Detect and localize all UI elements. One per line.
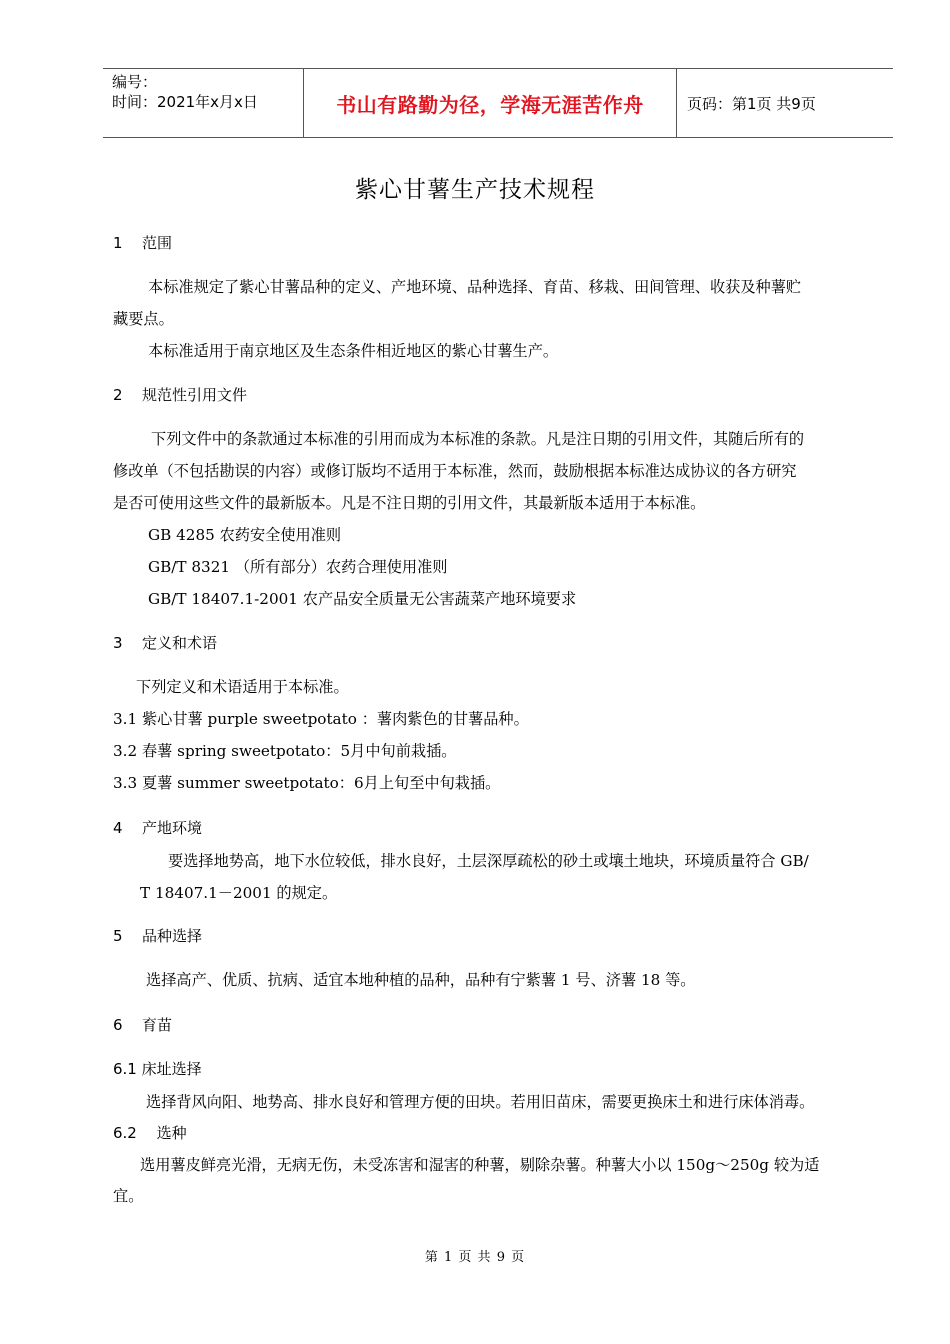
- section-number: 1: [113, 234, 123, 252]
- paragraph-line: T 18407.1－2001 的规定。: [140, 884, 338, 902]
- section-heading-5: [113, 926, 202, 946]
- document-time-label: 时间：2021年x月x日: [112, 93, 258, 111]
- reference-item: GB/T 18407.1-2001 农产品安全质量无公害蔬菜产地环境要求: [148, 590, 577, 608]
- section-title: 品种选择: [142, 927, 203, 945]
- section-number: 4: [113, 819, 123, 837]
- section-title: 范围: [142, 234, 173, 252]
- paragraph-line: 要选择地势高，地下水位较低，排水良好，土层深厚疏松的砂土或壤土地块，环境质量符合 GB/: [168, 852, 809, 870]
- section-number: 6: [113, 1016, 123, 1034]
- definition-item: 3.3 夏薯 summer sweetpotato：6月上旬至中旬栽插。: [113, 774, 501, 792]
- section-title: 产地环境: [142, 819, 203, 837]
- paragraph-line: 修改单（不包括勘误的内容）或修订版均不适用于本标准，然而，鼓励根据本标准达成协议的各方研究: [113, 462, 797, 480]
- section-number: 5: [113, 927, 123, 945]
- paragraph-line: 藏要点。: [113, 310, 174, 328]
- paragraph-line: 下列定义和术语适用于本标准。: [136, 678, 349, 696]
- section-heading-2: [113, 385, 247, 405]
- section-heading-6: [113, 1015, 172, 1035]
- section-title: 规范性引用文件: [142, 386, 248, 404]
- paragraph-line: 宜。: [113, 1187, 144, 1205]
- header-motto-cell: [304, 69, 677, 137]
- subsection-heading-6-2: 6.2 选种: [113, 1124, 187, 1142]
- paragraph-line: 选择高产、优质、抗病、适宜本地种植的品种，品种有宁紫薯 1 号、济薯 18 等。: [146, 971, 696, 989]
- paragraph-line: 选用薯皮鲜亮光滑，无病无伤，未受冻害和湿害的种薯，剔除杂薯。种薯大小以 150g～250g 较为适: [140, 1156, 820, 1174]
- section-number: 3: [113, 634, 123, 652]
- section-heading-1: [113, 233, 172, 253]
- paragraph-line: 选择背风向阳、地势高、排水良好和管理方便的田块。若用旧苗床，需要更换床土和进行床体消毒。: [146, 1093, 815, 1111]
- section-number: 2: [113, 386, 123, 404]
- definition-item: 3.2 春薯 spring sweetpotato：5月中旬前栽插。: [113, 742, 457, 760]
- paragraph-line: 本标准规定了紫心甘薯品种的定义、产地环境、品种选择、育苗、移栽、田间管理、收获及种薯贮: [148, 278, 802, 296]
- document-title: 紫心甘薯生产技术规程: [355, 177, 595, 203]
- document-header: [103, 68, 893, 138]
- header-motto: 书山有路勤为径，学海无涯苦作舟: [336, 92, 644, 117]
- section-title: 定义和术语: [142, 634, 218, 652]
- header-meta: [103, 69, 304, 137]
- reference-item: GB/T 8321 （所有部分）农药合理使用准则: [148, 558, 448, 576]
- page-footer: 第 1 页 共 9 页: [424, 1250, 526, 1265]
- paragraph-line: 下列文件中的条款通过本标准的引用而成为本标准的条款。凡是注日期的引用文件，其随后所有的: [151, 430, 805, 448]
- section-heading-4: [113, 818, 202, 838]
- document-number-label: 编号：: [112, 73, 158, 91]
- definition-item: 3.1 紫心甘薯 purple sweetpotato ：薯肉紫色的甘薯品种。: [113, 710, 529, 728]
- header-page-cell: [677, 69, 893, 137]
- section-heading-3: [113, 633, 217, 653]
- paragraph-line: 本标准适用于南京地区及生态条件相近地区的紫心甘薯生产。: [148, 342, 559, 360]
- reference-item: GB 4285 农药安全使用准则: [148, 526, 342, 544]
- header-page-label: 页码：第1页 共9页: [687, 94, 816, 113]
- section-title: 育苗: [142, 1016, 173, 1034]
- subsection-heading-6-1: 6.1 床址选择: [113, 1060, 202, 1078]
- paragraph-line: 是否可使用这些文件的最新版本。凡是不注日期的引用文件，其最新版本适用于本标准。: [113, 494, 706, 512]
